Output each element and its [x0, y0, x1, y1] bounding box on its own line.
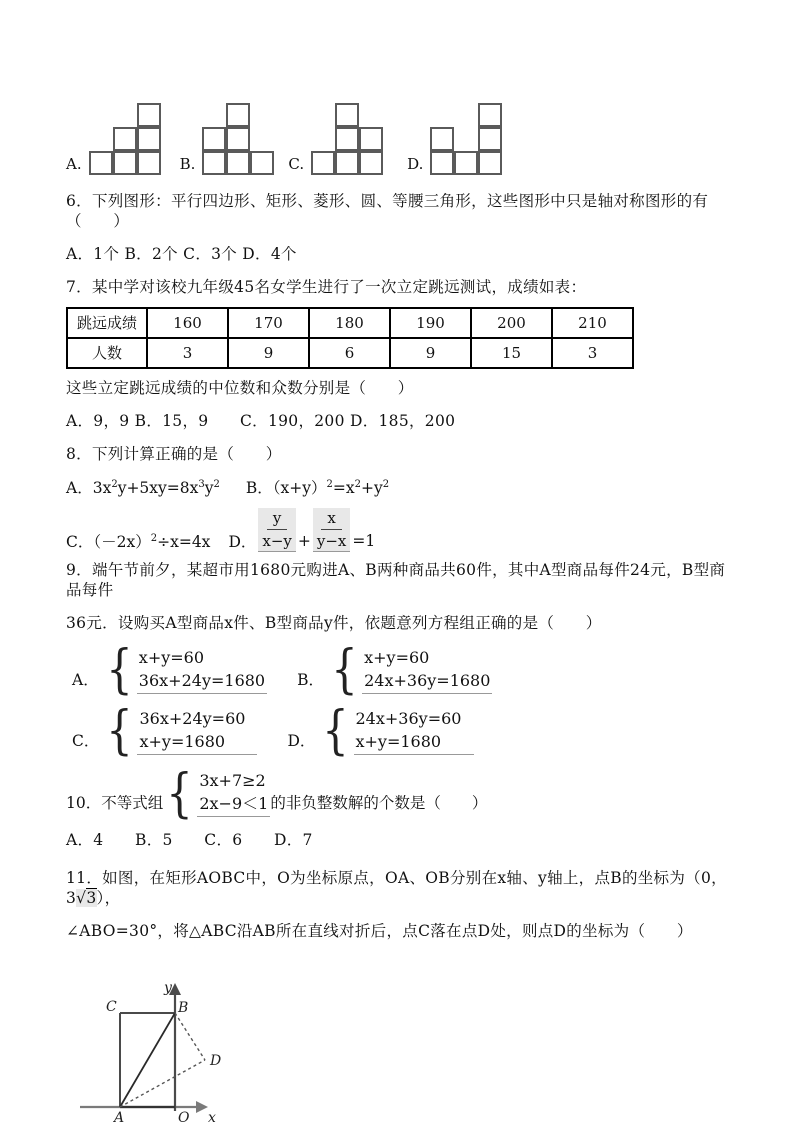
- table-row-counts: [67, 338, 633, 368]
- question11-coordinate-diagram: [68, 965, 318, 1123]
- question6-text: 6．下列图形：平行四边形、矩形、菱形、圆、等腰三角形，这些图形中只是轴对称图形的有（ ）: [66, 192, 709, 230]
- sqrt-expression: √3: [76, 889, 97, 908]
- fraction-2: $\frac{x}{y-x}$: [313, 508, 351, 552]
- figure-option-d-label: D.: [407, 155, 424, 173]
- brace-icon: {: [106, 640, 133, 700]
- figure-option-a: [66, 103, 161, 175]
- figure-option-b-grid: [202, 103, 274, 175]
- figure-option-c: [288, 103, 383, 175]
- q8-option-d-expression: $\frac{y}{x-y}$ + $\frac{x}{y-x}$ =1: [256, 508, 375, 552]
- q9-option-c: C． { 36x+24y=60 x+y=1680: [72, 708, 257, 755]
- figure-option-c-label: C.: [288, 155, 305, 173]
- table-cell: 200: [471, 308, 552, 338]
- unit-square: [311, 151, 335, 175]
- question8-options-ab: [66, 478, 734, 498]
- question7-question: 这些立定跳远成绩的中位数和众数分别是（ ）: [66, 379, 414, 397]
- unit-square: [478, 103, 502, 127]
- table-cell: 人数: [67, 338, 147, 368]
- figure-option-a-label: A.: [66, 155, 82, 173]
- table-cell: 6: [309, 338, 390, 368]
- table-cell: 170: [228, 308, 309, 338]
- question9-systems-ab: [72, 640, 734, 700]
- unit-square: [226, 127, 250, 151]
- unit-square: [359, 151, 383, 175]
- unit-square: [202, 151, 226, 175]
- table-cell: 9: [228, 338, 309, 368]
- table-cell: 180: [309, 308, 390, 338]
- question7-text: 7．某中学对该校九年级45名女学生进行了一次立定跳远测试，成绩如表：: [66, 278, 587, 296]
- table-cell: 15: [471, 338, 552, 368]
- unit-square: [430, 151, 454, 175]
- question8-text: 8．下列计算正确的是（ ）: [66, 445, 282, 463]
- unit-square: [202, 127, 226, 151]
- question10-options: A．4 B．5 C．6 D．7: [66, 831, 313, 850]
- unit-square: [113, 127, 137, 151]
- table-cell: 210: [552, 308, 633, 338]
- q9-option-a: A． { x+y=60 36x+24y=1680: [72, 640, 266, 700]
- unit-square: [137, 127, 161, 151]
- q8-option-a: A．$3x^2y+5xy=8x^3y^2$: [66, 478, 220, 497]
- figure-option-c-grid: [311, 103, 383, 175]
- unit-square: [89, 151, 113, 175]
- table-row-scores: [67, 308, 633, 338]
- unit-square: [454, 151, 478, 175]
- question6-options: A．1个 B．2个 C．3个 D．4个: [66, 245, 297, 263]
- table-cell: 190: [390, 308, 471, 338]
- question11-text-line2: ∠ABO=30°，将△ABC沿AB所在直线对折后，点C落在点D处，则点D的坐标为（ ）: [66, 922, 693, 941]
- question9-text-line1: 9．端午节前夕，某超市用1680元购进A、B两种商品共60件，其中A型商品每件24元，B型商品每件: [66, 561, 726, 599]
- question10-text: 10．不等式组 { 3x+7≥2 2x−9＜1 的非负整数解的个数是（ ）: [66, 763, 488, 824]
- table-cell: 160: [147, 308, 228, 338]
- figure-option-b-label: B.: [179, 155, 196, 173]
- label-y: y: [164, 980, 172, 997]
- brace-icon: {: [106, 700, 134, 761]
- figure-option-b: [180, 103, 275, 175]
- unit-square: [137, 103, 161, 127]
- unit-square: [335, 151, 359, 175]
- label-o: O: [178, 1110, 190, 1123]
- segment-ab: [120, 1013, 175, 1107]
- unit-square: [430, 127, 454, 151]
- question9-text-line2: 36元．设购买A型商品x件、B型商品y件，依题意列方程组正确的是（ ）: [66, 614, 602, 632]
- figure-option-a-grid: [89, 103, 161, 175]
- fraction-1: $\frac{y}{x-y}$: [258, 508, 296, 552]
- brace-icon: {: [166, 763, 194, 824]
- brace-icon: {: [322, 700, 350, 761]
- question9-systems-cd: [72, 700, 734, 761]
- x-axis-arrow-icon: [196, 1101, 208, 1113]
- unit-square: [478, 151, 502, 175]
- label-a: A: [114, 1110, 125, 1123]
- q9-option-b: B． { x+y=60 24x+36y=1680: [297, 640, 491, 700]
- unit-square: [359, 127, 383, 151]
- unit-square: [335, 103, 359, 127]
- unit-square: [250, 151, 274, 175]
- question11-text-line1: 11．如图，在矩形AOBC中，O为坐标原点，OA、OB分别在x轴、y轴上，点B的坐标为（0，3√3），: [66, 869, 727, 908]
- label-c: C: [106, 999, 117, 1016]
- question7-options: A．9，9 B．15，9 C．190，200 D．185，200: [66, 412, 456, 430]
- q8-option-d: D． $\frac{y}{x-y}$ + $\frac{x}{y-x}$ =1: [228, 509, 376, 551]
- unit-square: [113, 151, 137, 175]
- question8-options-cd: [66, 508, 734, 552]
- table-cell: 9: [390, 338, 471, 368]
- long-jump-score-table: [66, 307, 634, 369]
- figure-option-d: [407, 103, 502, 175]
- segment-bd-dashed: [175, 1013, 205, 1060]
- table-cell: 跳远成绩: [67, 308, 147, 338]
- unit-square: [478, 127, 502, 151]
- radical-icon: √: [76, 889, 87, 908]
- brace-icon: {: [331, 640, 358, 700]
- figure-option-d-grid: [430, 103, 502, 175]
- q9-option-d: D． { 24x+36y=60 x+y=1680: [287, 708, 473, 755]
- unit-square: [226, 103, 250, 127]
- unit-square: [226, 151, 250, 175]
- q8-option-b: B．$(x+y)^2=x^2+y^2$: [245, 478, 390, 497]
- label-b: B: [178, 1000, 189, 1017]
- unit-square: [335, 127, 359, 151]
- q8-option-c: C．$(-2x)^2\div x=4x$: [66, 532, 211, 551]
- label-x: x: [208, 1110, 216, 1123]
- label-d: D: [210, 1053, 222, 1070]
- unit-square: [137, 151, 161, 175]
- table-cell: 3: [552, 338, 633, 368]
- table-cell: 3: [147, 338, 228, 368]
- question5-figure-options: [66, 95, 734, 175]
